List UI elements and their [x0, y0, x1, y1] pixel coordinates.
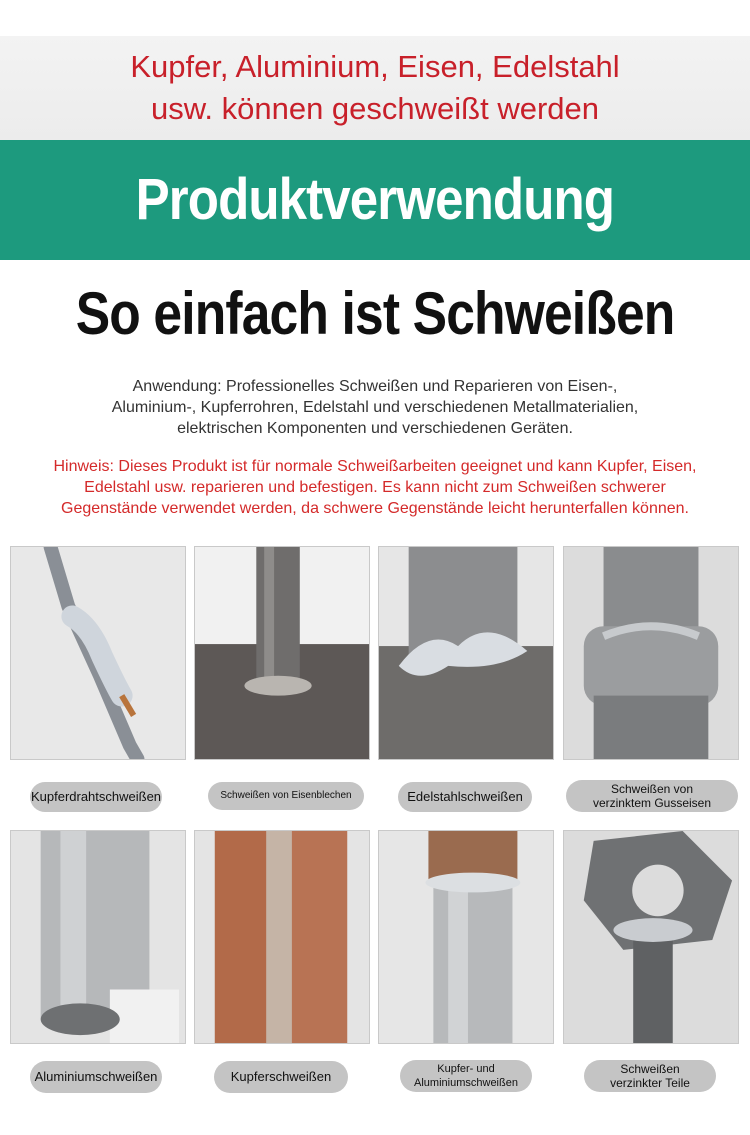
label-text-line-1: Schweißen [620, 1062, 680, 1076]
label-text: Schweißen von Eisenblechen [220, 790, 352, 801]
label-text: Kupferdrahtschweißen [30, 789, 162, 804]
aluminium-weld-image [10, 830, 186, 1044]
label-iron-sheet-weld [208, 782, 364, 810]
hint-line-2: Edelstahl usw. reparieren und befestigen. Es kann nicht zum Schweißen schwerer [84, 479, 666, 496]
label-text-line-2: verzinktem Gusseisen [592, 796, 712, 810]
label-text: Edelstahlschweißen [407, 789, 523, 804]
label-copper-wire-weld [30, 782, 162, 812]
label-copper-aluminium-weld [400, 1060, 532, 1092]
hint-line-1: Hinweis: Dieses Produkt ist für normale Schweißarbeiten geeignet und kann Kupfer, Eisen, [53, 458, 697, 475]
label-copper-weld [214, 1061, 348, 1093]
usage-line-1: Anwendung: Professionelles Schweißen und Reparieren von Eisen-, [132, 378, 618, 395]
stainless-steel-weld-image [378, 546, 554, 760]
label-text: Aluminiumschweißen [34, 1069, 158, 1084]
galvanized-cast-iron-weld-image [563, 546, 739, 760]
label-text: Kupferschweißen [230, 1069, 332, 1084]
banner-title: Produktverwendung [135, 167, 615, 232]
label-galvanized-cast-iron-weld [566, 780, 738, 812]
headline [0, 278, 750, 350]
banner [0, 140, 750, 260]
copper-wire-weld-image [10, 546, 186, 760]
iron-sheet-weld-image [194, 546, 370, 760]
usage-line-3: elektrischen Komponenten und verschiedenen Geräten. [177, 420, 573, 437]
copper-weld-image [194, 830, 370, 1044]
hint-text [20, 456, 730, 519]
headline-text: So einfach ist Schweißen [75, 280, 675, 347]
galvanized-parts-weld-image [563, 830, 739, 1044]
label-text-line-1: Schweißen von [610, 782, 694, 796]
header-line-1: Kupfer, Aluminium, Eisen, Edelstahl [130, 49, 620, 84]
label-text-line-2: verzinkter Teile [610, 1076, 690, 1090]
usage-line-2: Aluminium-, Kupferrohren, Edelstahl und verschiedenen Metallmaterialien, [111, 399, 639, 416]
header-line-2: usw. können geschweißt werden [150, 91, 600, 126]
hint-line-3: Gegenstände verwendet werden, da schwere Gegenstände leicht herunterfallen können. [61, 500, 689, 517]
label-text-line-2: Aluminiumschweißen [414, 1077, 518, 1089]
usage-text [40, 376, 710, 439]
label-text-line-1: Kupfer- und [437, 1063, 495, 1075]
copper-aluminium-weld-image [378, 830, 554, 1044]
label-galvanized-parts-weld [584, 1060, 716, 1092]
label-aluminium-weld [30, 1061, 162, 1093]
label-stainless-steel-weld [398, 782, 532, 812]
header-band [0, 36, 750, 140]
